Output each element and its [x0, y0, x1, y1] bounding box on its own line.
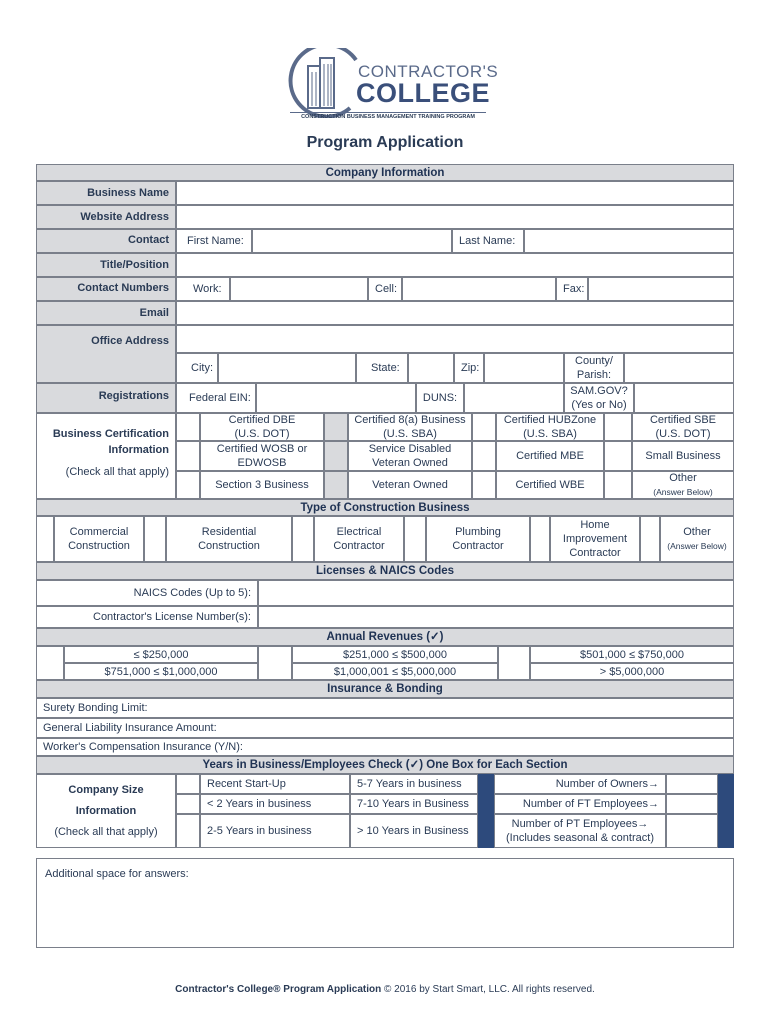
owners-label: Number of Owners→ [494, 774, 666, 794]
years-check-0[interactable] [176, 774, 200, 794]
liability-label[interactable]: General Liability Insurance Amount: [36, 718, 734, 738]
years-check-2[interactable] [176, 814, 200, 848]
naics-label: NAICS Codes (Up to 5): [36, 580, 258, 606]
construction-other [660, 516, 734, 562]
cell-input[interactable] [402, 277, 556, 301]
state-label: State: [356, 353, 408, 383]
revenue-check-2[interactable] [498, 646, 530, 680]
federal-ein-label: Federal EIN: [176, 383, 256, 413]
construction-check-plumbing[interactable] [404, 516, 426, 562]
cert-check-hubzone[interactable] [472, 413, 496, 441]
workers-comp-label[interactable]: Worker's Compensation Insurance (Y/N): [36, 738, 734, 756]
years-header: Years in Business/Employees Check (✓) One Box for Each Section [36, 756, 734, 774]
cert-check-wbe[interactable] [472, 471, 496, 499]
cert-check-mbe[interactable] [472, 441, 496, 471]
construction-check-other[interactable] [640, 516, 660, 562]
construction-home: Home Improvement Contractor [550, 516, 640, 562]
construction-check-residential[interactable] [144, 516, 166, 562]
cert-wosb: Certified WOSB or EDWOSB [200, 441, 324, 471]
years-right-bar [718, 774, 734, 848]
city-input[interactable] [218, 353, 356, 383]
construction-check-home[interactable] [530, 516, 550, 562]
logo-line1: CONTRACTOR'S [358, 62, 499, 81]
duns-label: DUNS: [416, 383, 464, 413]
cert-check-veteran[interactable] [324, 471, 348, 499]
revenue-1: $251,000 ≤ $500,000 [292, 646, 498, 663]
cert-sbe: Certified SBE (U.S. DOT) [632, 413, 734, 441]
revenue-check-0[interactable] [36, 646, 64, 680]
pt-employees-label: Number of PT Employees→ (Includes seasonal & contract) [494, 814, 666, 848]
title-position-input[interactable] [176, 253, 734, 277]
cert-mbe: Certified MBE [496, 441, 604, 471]
business-name-label: Business Name [36, 181, 176, 205]
construction-check-commercial[interactable] [36, 516, 54, 562]
license-input[interactable] [258, 606, 734, 628]
years-item-4: 7-10 Years in Business [350, 794, 478, 814]
company-size-label-2: Information [75, 804, 137, 817]
surety-label[interactable]: Surety Bonding Limit: [36, 698, 734, 718]
state-input[interactable] [408, 353, 454, 383]
email-input[interactable] [176, 301, 734, 325]
insurance-header: Insurance & Bonding [36, 680, 734, 698]
years-item-5: > 10 Years in Business [350, 814, 478, 848]
website-label: Website Address [36, 205, 176, 229]
cert-check-small[interactable] [604, 441, 632, 471]
county-input[interactable] [624, 353, 734, 383]
cert-check-other[interactable] [604, 471, 632, 499]
footer [0, 984, 770, 995]
construction-plumbing: Plumbing Contractor [426, 516, 530, 562]
years-check-col2[interactable] [478, 774, 494, 848]
years-item-1: < 2 Years in business [200, 794, 350, 814]
years-item-3: 5-7 Years in business [350, 774, 478, 794]
cert-check-wosb[interactable] [176, 441, 200, 471]
years-item-2: 2-5 Years in business [200, 814, 350, 848]
revenues-header: Annual Revenues (✓) [36, 628, 734, 646]
cert-check-sbe[interactable] [604, 413, 632, 441]
construction-residential: Residential Construction [166, 516, 292, 562]
company-size-label [36, 774, 176, 848]
additional-space[interactable] [36, 858, 734, 948]
cert-section3: Section 3 Business [200, 471, 324, 499]
cert-veteran: Veteran Owned [348, 471, 472, 499]
cert-wbe: Certified WBE [496, 471, 604, 499]
registrations-label: Registrations [36, 383, 176, 413]
naics-input[interactable] [258, 580, 734, 606]
years-item-0: Recent Start-Up [200, 774, 350, 794]
license-label: Contractor's License Number(s): [36, 606, 258, 628]
logo [286, 48, 499, 126]
page-title: Program Application [306, 134, 464, 151]
years-check-1[interactable] [176, 794, 200, 814]
sam-label: SAM.GOV? (Yes or No) [564, 383, 634, 413]
cert-other-note: (Answer Below) [653, 487, 713, 497]
logo-line2: COLLEGE [356, 78, 491, 108]
cert-check-sdvo[interactable] [324, 441, 348, 471]
certification-label-1: Business Certification [52, 428, 169, 440]
email-label: Email [36, 301, 176, 325]
revenue-3: $751,000 ≤ $1,000,000 [64, 663, 258, 680]
zip-input[interactable] [484, 353, 564, 383]
logo-tagline: CONSTRUCTION BUSINESS MANAGEMENT TRAINING PROGRAM [290, 112, 486, 120]
fax-input[interactable] [588, 277, 734, 301]
business-name-input[interactable] [176, 181, 734, 205]
footer-rest: © 2016 by Start Smart, LLC. All rights reserved. [381, 984, 595, 995]
last-name-input[interactable] [524, 229, 734, 253]
additional-space-label: Additional space for answers: [45, 868, 189, 880]
revenue-check-1[interactable] [258, 646, 292, 680]
first-name-label: First Name: [176, 229, 252, 253]
footer-bold: Contractor's College® Program Application [175, 984, 382, 995]
construction-type-header: Type of Construction Business [36, 499, 734, 516]
zip-label: Zip: [454, 353, 484, 383]
cert-other-label: Other [669, 472, 697, 484]
duns-input[interactable] [464, 383, 564, 413]
cell-label: Cell: [368, 277, 402, 301]
ft-employees-input[interactable] [666, 794, 718, 814]
construction-other-label: Other [683, 526, 711, 538]
revenue-2: $501,000 ≤ $750,000 [530, 646, 734, 663]
pt-employees-input[interactable] [666, 814, 718, 848]
work-input[interactable] [230, 277, 368, 301]
office-address-input[interactable] [176, 325, 734, 353]
ft-employees-label: Number of FT Employees→ [494, 794, 666, 814]
cert-sdvo: Service Disabled Veteran Owned [348, 441, 472, 471]
cert-check-8a[interactable] [324, 413, 348, 441]
cert-8a: Certified 8(a) Business (U.S. SBA) [348, 413, 472, 441]
revenue-0: ≤ $250,000 [64, 646, 258, 663]
sam-input[interactable] [634, 383, 734, 413]
cert-other [632, 471, 734, 499]
certification-label-3: (Check all that apply) [65, 466, 169, 478]
owners-input[interactable] [666, 774, 718, 794]
cert-dbe: Certified DBE (U.S. DOT) [200, 413, 324, 441]
contact-numbers-label: Contact Numbers [36, 277, 176, 301]
work-label: Work: [176, 277, 230, 301]
company-size-label-3: (Check all that apply) [54, 826, 158, 839]
office-address-label: Office Address [36, 325, 176, 383]
cert-check-section3[interactable] [176, 471, 200, 499]
federal-ein-input[interactable] [256, 383, 416, 413]
licenses-header: Licenses & NAICS Codes [36, 562, 734, 580]
construction-commercial: Commercial Construction [54, 516, 144, 562]
fax-label: Fax: [556, 277, 588, 301]
cert-hubzone: Certified HUBZone (U.S. SBA) [496, 413, 604, 441]
title-position-label: Title/Position [36, 253, 176, 277]
construction-electrical: Electrical Contractor [314, 516, 404, 562]
revenue-4: $1,000,001 ≤ $5,000,000 [292, 663, 498, 680]
contact-label: Contact [36, 229, 176, 253]
county-label: County/ Parish: [564, 353, 624, 383]
certification-label [36, 413, 176, 499]
construction-check-electrical[interactable] [292, 516, 314, 562]
first-name-input[interactable] [252, 229, 452, 253]
construction-other-note: (Answer Below) [667, 541, 727, 551]
cert-check-dbe[interactable] [176, 413, 200, 441]
last-name-label: Last Name: [452, 229, 524, 253]
website-input[interactable] [176, 205, 734, 229]
company-size-label-1: Company Size [68, 783, 144, 796]
certification-label-2: Information [108, 444, 169, 456]
company-info-header: Company Information [36, 164, 734, 181]
city-label: City: [176, 353, 218, 383]
logo-building-icon [286, 48, 366, 118]
revenue-5: > $5,000,000 [530, 663, 734, 680]
cert-small: Small Business [632, 441, 734, 471]
